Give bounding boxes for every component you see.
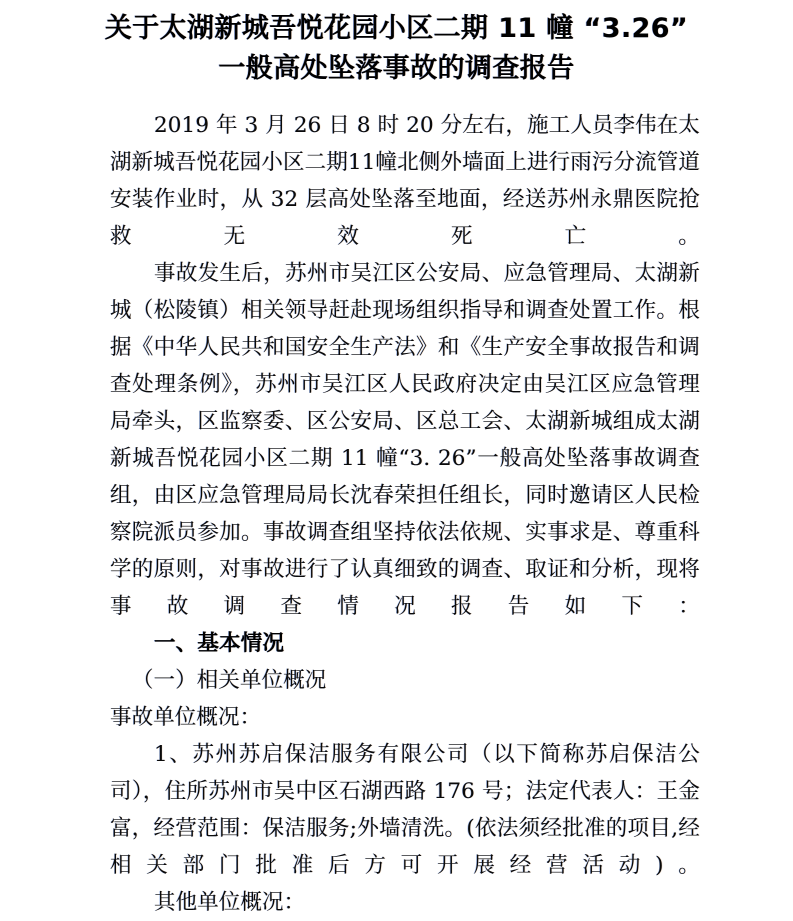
paragraph-company-su-qi-cleaning: 1、苏州苏启保洁服务有限公司（以下简称苏启保洁公司），住所苏州市吴中区石湖西路 176 号；法定代表人：王金富，经营范围：保洁服务;外墙清洗。(依法须经批准的项目,经相关部门批准后方可开展经营活动)。	[110, 742, 700, 878]
page-title-line-1: 关于太湖新城吾悦花园小区二期 11 幢 “3.26”	[104, 13, 689, 44]
page-title	[77, 0, 717, 88]
paragraph-investigation-team: 事故发生后，苏州市吴江区公安局、应急管理局、太湖新城（松陵镇）相关领导赶赴现场组织指导和调查处置工作。根据《中华人民共和国安全生产法》和《生产安全事故报告和调查处理条例》，苏州市吴江区人民政府决定由吴江区应急管理局牵头，区监察委、区公安局、区总工会、太湖新城组成太湖新城吾悦花园小区二期 11 幢“3. 26”一般高处坠落事故调查组，由区应急管理局局长沈春荣担任组长，同时邀请区人民检察院派员参加。事故调查组坚持依法依规、实事求是、尊重科学的原则，对事故进行了认真细致的调查、取证和分析，现将事故调查情况报告如下：	[110, 261, 700, 619]
subsection-heading-related-units: （一）相关单位概况	[132, 668, 327, 693]
label-accident-unit-overview: 事故单位概况：	[110, 705, 262, 730]
section-heading-basic-situation: 一、基本情况	[154, 631, 285, 656]
label-other-units-overview: 其他单位概况：	[154, 890, 306, 915]
document-body	[110, 107, 700, 921]
page-title-line-2: 一般高处坠落事故的调查报告	[218, 53, 575, 84]
paragraph-incident-summary: 2019 年 3 月 26 日 8 时 20 分左右，施工人员李伟在太湖新城吾悦花园小区二期11幢北侧外墙面上进行雨污分流管道安装作业时，从 32 层高处坠落至地面，经送苏州永鼎医院抢救无效死亡。	[110, 113, 700, 249]
